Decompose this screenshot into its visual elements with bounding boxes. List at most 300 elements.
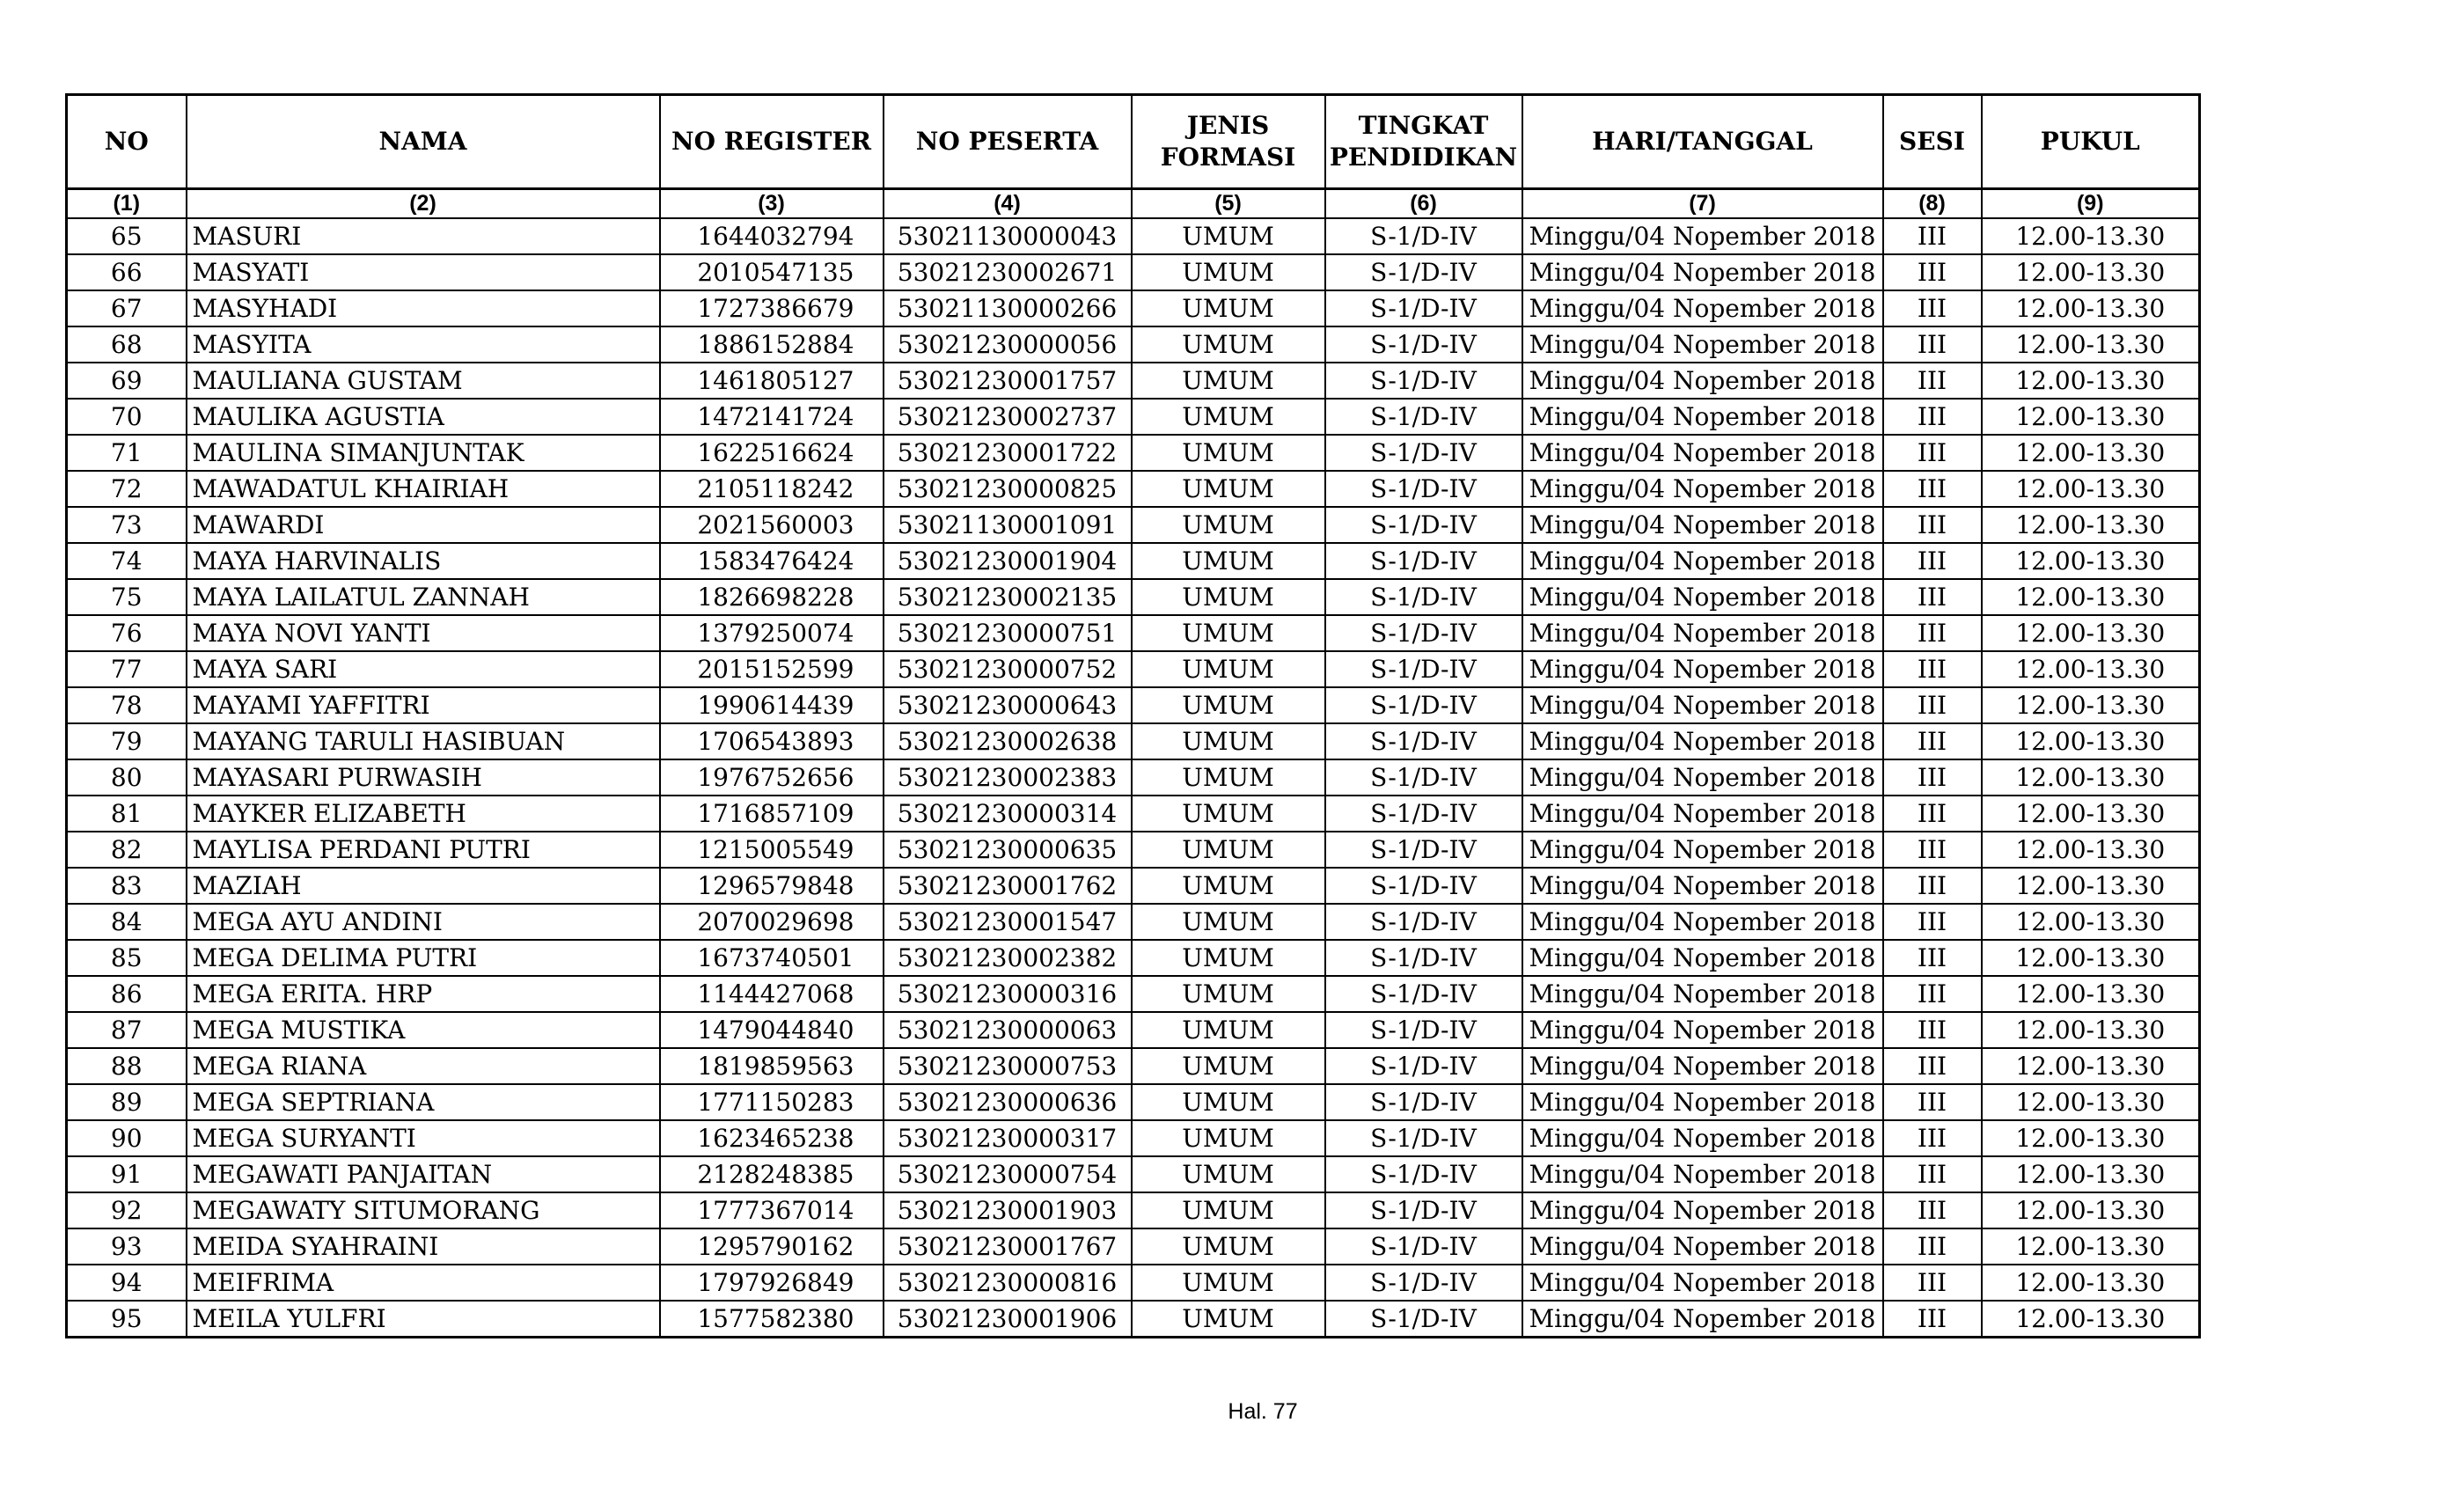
table-row bbox=[67, 435, 2200, 471]
cell-pukul: 12.00-13.30 bbox=[1982, 832, 2200, 868]
header-text: NO PESERTA bbox=[915, 127, 1099, 156]
cell-tingkat-pendidikan: S-1/D-IV bbox=[1325, 218, 1522, 254]
cell-no-peserta: 53021230002135 bbox=[884, 579, 1132, 615]
cell-tingkat-pendidikan: S-1/D-IV bbox=[1325, 723, 1522, 759]
cell-tingkat-pendidikan: S-1/D-IV bbox=[1325, 507, 1522, 543]
cell-sesi: III bbox=[1883, 363, 1982, 399]
cell-nama: MEIDA SYAHRAINI bbox=[187, 1228, 660, 1265]
cell-no-peserta: 53021230000314 bbox=[884, 796, 1132, 832]
header-text: PUKUL bbox=[2040, 127, 2140, 156]
cell-no: 90 bbox=[67, 1120, 187, 1156]
cell-no-register: 1797926849 bbox=[660, 1265, 884, 1301]
table-row bbox=[67, 1192, 2200, 1228]
cell-tingkat-pendidikan: S-1/D-IV bbox=[1325, 543, 1522, 579]
header-row bbox=[67, 95, 2200, 189]
cell-no: 71 bbox=[67, 435, 187, 471]
cell-hari-tanggal: Minggu/04 Nopember 2018 bbox=[1522, 832, 1883, 868]
cell-jenis-formasi: UMUM bbox=[1132, 290, 1325, 326]
cell-tingkat-pendidikan: S-1/D-IV bbox=[1325, 868, 1522, 904]
cell-no-peserta: 53021230001906 bbox=[884, 1301, 1132, 1338]
header-hari-tanggal bbox=[1522, 95, 1883, 189]
cell-tingkat-pendidikan: S-1/D-IV bbox=[1325, 290, 1522, 326]
cell-no-peserta: 53021130001091 bbox=[884, 507, 1132, 543]
cell-hari-tanggal: Minggu/04 Nopember 2018 bbox=[1522, 687, 1883, 723]
table-row bbox=[67, 1301, 2200, 1338]
cell-no-register: 1379250074 bbox=[660, 615, 884, 651]
cell-pukul: 12.00-13.30 bbox=[1982, 723, 2200, 759]
cell-jenis-formasi: UMUM bbox=[1132, 904, 1325, 940]
cell-no: 93 bbox=[67, 1228, 187, 1265]
cell-jenis-formasi: UMUM bbox=[1132, 759, 1325, 796]
cell-tingkat-pendidikan: S-1/D-IV bbox=[1325, 832, 1522, 868]
cell-no-peserta: 53021230001767 bbox=[884, 1228, 1132, 1265]
cell-no: 74 bbox=[67, 543, 187, 579]
cell-jenis-formasi: UMUM bbox=[1132, 868, 1325, 904]
cell-jenis-formasi: UMUM bbox=[1132, 796, 1325, 832]
cell-nama: MAZIAH bbox=[187, 868, 660, 904]
cell-no-peserta: 53021230002737 bbox=[884, 399, 1132, 435]
cell-no-peserta: 53021230002383 bbox=[884, 759, 1132, 796]
cell-no: 68 bbox=[67, 326, 187, 363]
cell-pukul: 12.00-13.30 bbox=[1982, 218, 2200, 254]
cell-tingkat-pendidikan: S-1/D-IV bbox=[1325, 363, 1522, 399]
cell-tingkat-pendidikan: S-1/D-IV bbox=[1325, 796, 1522, 832]
cell-sesi: III bbox=[1883, 254, 1982, 290]
cell-sesi: III bbox=[1883, 651, 1982, 687]
cell-sesi: III bbox=[1883, 1228, 1982, 1265]
cell-pukul: 12.00-13.30 bbox=[1982, 399, 2200, 435]
cell-tingkat-pendidikan: S-1/D-IV bbox=[1325, 651, 1522, 687]
cell-hari-tanggal: Minggu/04 Nopember 2018 bbox=[1522, 976, 1883, 1012]
cell-pukul: 12.00-13.30 bbox=[1982, 796, 2200, 832]
header-jenis-formasi bbox=[1132, 95, 1325, 189]
page-number: Hal. 77 bbox=[1228, 1399, 1298, 1424]
cell-pukul: 12.00-13.30 bbox=[1982, 326, 2200, 363]
header-tingkat-pendidikan bbox=[1325, 95, 1522, 189]
cell-jenis-formasi: UMUM bbox=[1132, 723, 1325, 759]
cell-sesi: III bbox=[1883, 1301, 1982, 1338]
cell-jenis-formasi: UMUM bbox=[1132, 507, 1325, 543]
cell-jenis-formasi: UMUM bbox=[1132, 1012, 1325, 1048]
column-number: (7) bbox=[1522, 189, 1883, 219]
cell-hari-tanggal: Minggu/04 Nopember 2018 bbox=[1522, 723, 1883, 759]
cell-no-register: 1296579848 bbox=[660, 868, 884, 904]
cell-hari-tanggal: Minggu/04 Nopember 2018 bbox=[1522, 435, 1883, 471]
cell-tingkat-pendidikan: S-1/D-IV bbox=[1325, 940, 1522, 976]
cell-jenis-formasi: UMUM bbox=[1132, 254, 1325, 290]
header-text: HARI/TANGGAL bbox=[1592, 127, 1813, 156]
cell-no-register: 1644032794 bbox=[660, 218, 884, 254]
cell-pukul: 12.00-13.30 bbox=[1982, 435, 2200, 471]
cell-pukul: 12.00-13.30 bbox=[1982, 363, 2200, 399]
cell-no-peserta: 53021230000754 bbox=[884, 1156, 1132, 1192]
column-number: (5) bbox=[1132, 189, 1325, 219]
cell-no-peserta: 53021230000317 bbox=[884, 1120, 1132, 1156]
table-row bbox=[67, 904, 2200, 940]
header-text: TINGKAT bbox=[1358, 111, 1489, 140]
table-row bbox=[67, 399, 2200, 435]
cell-hari-tanggal: Minggu/04 Nopember 2018 bbox=[1522, 399, 1883, 435]
cell-jenis-formasi: UMUM bbox=[1132, 326, 1325, 363]
cell-sesi: III bbox=[1883, 976, 1982, 1012]
cell-nama: MEGA MUSTIKA bbox=[187, 1012, 660, 1048]
header-text: NO bbox=[104, 127, 149, 156]
cell-pukul: 12.00-13.30 bbox=[1982, 868, 2200, 904]
cell-no: 80 bbox=[67, 759, 187, 796]
cell-hari-tanggal: Minggu/04 Nopember 2018 bbox=[1522, 1301, 1883, 1338]
cell-no: 70 bbox=[67, 399, 187, 435]
cell-jenis-formasi: UMUM bbox=[1132, 651, 1325, 687]
cell-jenis-formasi: UMUM bbox=[1132, 940, 1325, 976]
cell-no-register: 1461805127 bbox=[660, 363, 884, 399]
cell-sesi: III bbox=[1883, 1084, 1982, 1120]
cell-no-register: 1826698228 bbox=[660, 579, 884, 615]
table-row bbox=[67, 1048, 2200, 1084]
cell-no-peserta: 53021130000266 bbox=[884, 290, 1132, 326]
cell-nama: MAYAMI YAFFITRI bbox=[187, 687, 660, 723]
cell-no-register: 1819859563 bbox=[660, 1048, 884, 1084]
cell-no-register: 1976752656 bbox=[660, 759, 884, 796]
cell-no-register: 1583476424 bbox=[660, 543, 884, 579]
cell-nama: MAULIANA GUSTAM bbox=[187, 363, 660, 399]
cell-nama: MAULIKA AGUSTIA bbox=[187, 399, 660, 435]
cell-nama: MAWARDI bbox=[187, 507, 660, 543]
cell-sesi: III bbox=[1883, 579, 1982, 615]
column-number-row bbox=[67, 189, 2200, 219]
cell-nama: MAYA HARVINALIS bbox=[187, 543, 660, 579]
cell-pukul: 12.00-13.30 bbox=[1982, 1048, 2200, 1084]
cell-no-register: 1777367014 bbox=[660, 1192, 884, 1228]
cell-tingkat-pendidikan: S-1/D-IV bbox=[1325, 1012, 1522, 1048]
cell-no: 79 bbox=[67, 723, 187, 759]
cell-hari-tanggal: Minggu/04 Nopember 2018 bbox=[1522, 543, 1883, 579]
cell-tingkat-pendidikan: S-1/D-IV bbox=[1325, 326, 1522, 363]
cell-no-peserta: 53021230000636 bbox=[884, 1084, 1132, 1120]
header-text: SESI bbox=[1899, 127, 1965, 156]
cell-jenis-formasi: UMUM bbox=[1132, 363, 1325, 399]
header-nama bbox=[187, 95, 660, 189]
cell-no: 88 bbox=[67, 1048, 187, 1084]
header-text: PENDIDIKAN bbox=[1329, 143, 1518, 172]
cell-no-register: 1215005549 bbox=[660, 832, 884, 868]
cell-no: 83 bbox=[67, 868, 187, 904]
cell-pukul: 12.00-13.30 bbox=[1982, 1192, 2200, 1228]
table-row bbox=[67, 1228, 2200, 1265]
header-sesi bbox=[1883, 95, 1982, 189]
cell-jenis-formasi: UMUM bbox=[1132, 1301, 1325, 1338]
cell-jenis-formasi: UMUM bbox=[1132, 687, 1325, 723]
cell-sesi: III bbox=[1883, 904, 1982, 940]
cell-no-register: 1479044840 bbox=[660, 1012, 884, 1048]
cell-nama: MASYHADI bbox=[187, 290, 660, 326]
cell-pukul: 12.00-13.30 bbox=[1982, 651, 2200, 687]
cell-tingkat-pendidikan: S-1/D-IV bbox=[1325, 1192, 1522, 1228]
cell-no-register: 1623465238 bbox=[660, 1120, 884, 1156]
cell-no: 89 bbox=[67, 1084, 187, 1120]
cell-tingkat-pendidikan: S-1/D-IV bbox=[1325, 254, 1522, 290]
cell-hari-tanggal: Minggu/04 Nopember 2018 bbox=[1522, 1120, 1883, 1156]
cell-pukul: 12.00-13.30 bbox=[1982, 1228, 2200, 1265]
cell-no: 69 bbox=[67, 363, 187, 399]
table-row bbox=[67, 543, 2200, 579]
table-row bbox=[67, 1084, 2200, 1120]
cell-hari-tanggal: Minggu/04 Nopember 2018 bbox=[1522, 615, 1883, 651]
cell-nama: MASYATI bbox=[187, 254, 660, 290]
cell-nama: MEGAWATY SITUMORANG bbox=[187, 1192, 660, 1228]
cell-sesi: III bbox=[1883, 290, 1982, 326]
cell-no: 78 bbox=[67, 687, 187, 723]
column-number: (9) bbox=[1982, 189, 2200, 219]
cell-pukul: 12.00-13.30 bbox=[1982, 759, 2200, 796]
cell-hari-tanggal: Minggu/04 Nopember 2018 bbox=[1522, 507, 1883, 543]
cell-sesi: III bbox=[1883, 796, 1982, 832]
cell-no-register: 2105118242 bbox=[660, 471, 884, 507]
cell-no-register: 1771150283 bbox=[660, 1084, 884, 1120]
cell-nama: MAWADATUL KHAIRIAH bbox=[187, 471, 660, 507]
header-pukul bbox=[1982, 95, 2200, 189]
cell-sesi: III bbox=[1883, 687, 1982, 723]
cell-sesi: III bbox=[1883, 723, 1982, 759]
cell-no: 86 bbox=[67, 976, 187, 1012]
cell-sesi: III bbox=[1883, 326, 1982, 363]
cell-no-register: 1886152884 bbox=[660, 326, 884, 363]
cell-pukul: 12.00-13.30 bbox=[1982, 940, 2200, 976]
table-row bbox=[67, 254, 2200, 290]
cell-jenis-formasi: UMUM bbox=[1132, 1156, 1325, 1192]
cell-hari-tanggal: Minggu/04 Nopember 2018 bbox=[1522, 1228, 1883, 1265]
column-number: (6) bbox=[1325, 189, 1522, 219]
cell-tingkat-pendidikan: S-1/D-IV bbox=[1325, 904, 1522, 940]
cell-no-register: 1622516624 bbox=[660, 435, 884, 471]
cell-no-register: 1295790162 bbox=[660, 1228, 884, 1265]
cell-jenis-formasi: UMUM bbox=[1132, 1192, 1325, 1228]
cell-jenis-formasi: UMUM bbox=[1132, 832, 1325, 868]
table-row bbox=[67, 832, 2200, 868]
table-row bbox=[67, 759, 2200, 796]
table-body bbox=[67, 218, 2200, 1338]
cell-nama: MEGA ERITA. HRP bbox=[187, 976, 660, 1012]
table-row bbox=[67, 507, 2200, 543]
table-row bbox=[67, 1012, 2200, 1048]
cell-no: 82 bbox=[67, 832, 187, 868]
cell-sesi: III bbox=[1883, 218, 1982, 254]
cell-hari-tanggal: Minggu/04 Nopember 2018 bbox=[1522, 1265, 1883, 1301]
cell-pukul: 12.00-13.30 bbox=[1982, 904, 2200, 940]
cell-hari-tanggal: Minggu/04 Nopember 2018 bbox=[1522, 940, 1883, 976]
header-no bbox=[67, 95, 187, 189]
cell-hari-tanggal: Minggu/04 Nopember 2018 bbox=[1522, 868, 1883, 904]
cell-tingkat-pendidikan: S-1/D-IV bbox=[1325, 976, 1522, 1012]
cell-tingkat-pendidikan: S-1/D-IV bbox=[1325, 615, 1522, 651]
cell-jenis-formasi: UMUM bbox=[1132, 1048, 1325, 1084]
cell-no: 73 bbox=[67, 507, 187, 543]
cell-nama: MEGA SEPTRIANA bbox=[187, 1084, 660, 1120]
participant-table bbox=[65, 93, 2201, 1338]
cell-hari-tanggal: Minggu/04 Nopember 2018 bbox=[1522, 290, 1883, 326]
cell-no-register: 1990614439 bbox=[660, 687, 884, 723]
header-no-peserta bbox=[884, 95, 1132, 189]
cell-hari-tanggal: Minggu/04 Nopember 2018 bbox=[1522, 254, 1883, 290]
header-text: NO REGISTER bbox=[671, 127, 872, 156]
cell-no-peserta: 53021130000043 bbox=[884, 218, 1132, 254]
cell-sesi: III bbox=[1883, 1265, 1982, 1301]
cell-hari-tanggal: Minggu/04 Nopember 2018 bbox=[1522, 651, 1883, 687]
cell-no-register: 2010547135 bbox=[660, 254, 884, 290]
cell-tingkat-pendidikan: S-1/D-IV bbox=[1325, 1120, 1522, 1156]
cell-hari-tanggal: Minggu/04 Nopember 2018 bbox=[1522, 1084, 1883, 1120]
cell-sesi: III bbox=[1883, 868, 1982, 904]
table-row bbox=[67, 940, 2200, 976]
cell-tingkat-pendidikan: S-1/D-IV bbox=[1325, 1228, 1522, 1265]
table-row bbox=[67, 218, 2200, 254]
cell-no: 77 bbox=[67, 651, 187, 687]
cell-nama: MASURI bbox=[187, 218, 660, 254]
cell-tingkat-pendidikan: S-1/D-IV bbox=[1325, 1048, 1522, 1084]
cell-pukul: 12.00-13.30 bbox=[1982, 1301, 2200, 1338]
cell-no-peserta: 53021230000316 bbox=[884, 976, 1132, 1012]
cell-pukul: 12.00-13.30 bbox=[1982, 1156, 2200, 1192]
cell-nama: MAYLISA PERDANI PUTRI bbox=[187, 832, 660, 868]
cell-hari-tanggal: Minggu/04 Nopember 2018 bbox=[1522, 1192, 1883, 1228]
cell-no-peserta: 53021230000635 bbox=[884, 832, 1132, 868]
cell-pukul: 12.00-13.30 bbox=[1982, 1265, 2200, 1301]
cell-no-peserta: 53021230000056 bbox=[884, 326, 1132, 363]
column-number: (1) bbox=[67, 189, 187, 219]
cell-no-register: 1727386679 bbox=[660, 290, 884, 326]
cell-no-register: 2070029698 bbox=[660, 904, 884, 940]
table-row bbox=[67, 796, 2200, 832]
cell-hari-tanggal: Minggu/04 Nopember 2018 bbox=[1522, 904, 1883, 940]
cell-jenis-formasi: UMUM bbox=[1132, 399, 1325, 435]
table-row bbox=[67, 723, 2200, 759]
table-row bbox=[67, 976, 2200, 1012]
table-row bbox=[67, 1120, 2200, 1156]
cell-hari-tanggal: Minggu/04 Nopember 2018 bbox=[1522, 218, 1883, 254]
cell-no-peserta: 53021230001722 bbox=[884, 435, 1132, 471]
cell-no: 81 bbox=[67, 796, 187, 832]
cell-sesi: III bbox=[1883, 1012, 1982, 1048]
cell-no: 87 bbox=[67, 1012, 187, 1048]
cell-jenis-formasi: UMUM bbox=[1132, 435, 1325, 471]
cell-pukul: 12.00-13.30 bbox=[1982, 687, 2200, 723]
cell-tingkat-pendidikan: S-1/D-IV bbox=[1325, 1301, 1522, 1338]
cell-no: 75 bbox=[67, 579, 187, 615]
cell-no-peserta: 53021230001757 bbox=[884, 363, 1132, 399]
cell-tingkat-pendidikan: S-1/D-IV bbox=[1325, 1084, 1522, 1120]
cell-jenis-formasi: UMUM bbox=[1132, 1265, 1325, 1301]
table-row bbox=[67, 290, 2200, 326]
cell-no-peserta: 53021230000825 bbox=[884, 471, 1132, 507]
cell-sesi: III bbox=[1883, 1048, 1982, 1084]
cell-no-register: 1472141724 bbox=[660, 399, 884, 435]
cell-no: 72 bbox=[67, 471, 187, 507]
cell-jenis-formasi: UMUM bbox=[1132, 976, 1325, 1012]
cell-nama: MEIFRIMA bbox=[187, 1265, 660, 1301]
cell-no: 92 bbox=[67, 1192, 187, 1228]
table-row bbox=[67, 868, 2200, 904]
cell-sesi: III bbox=[1883, 1192, 1982, 1228]
cell-no: 85 bbox=[67, 940, 187, 976]
cell-nama: MEGA AYU ANDINI bbox=[187, 904, 660, 940]
cell-sesi: III bbox=[1883, 615, 1982, 651]
cell-pukul: 12.00-13.30 bbox=[1982, 471, 2200, 507]
cell-jenis-formasi: UMUM bbox=[1132, 543, 1325, 579]
cell-no-peserta: 53021230000816 bbox=[884, 1265, 1132, 1301]
cell-pukul: 12.00-13.30 bbox=[1982, 507, 2200, 543]
cell-no: 84 bbox=[67, 904, 187, 940]
cell-pukul: 12.00-13.30 bbox=[1982, 615, 2200, 651]
cell-no-peserta: 53021230001762 bbox=[884, 868, 1132, 904]
cell-jenis-formasi: UMUM bbox=[1132, 1228, 1325, 1265]
cell-hari-tanggal: Minggu/04 Nopember 2018 bbox=[1522, 796, 1883, 832]
cell-tingkat-pendidikan: S-1/D-IV bbox=[1325, 399, 1522, 435]
cell-nama: MASYITA bbox=[187, 326, 660, 363]
cell-no-register: 1706543893 bbox=[660, 723, 884, 759]
cell-no: 91 bbox=[67, 1156, 187, 1192]
cell-no-peserta: 53021230002671 bbox=[884, 254, 1132, 290]
cell-no-register: 1673740501 bbox=[660, 940, 884, 976]
table-row bbox=[67, 471, 2200, 507]
cell-pukul: 12.00-13.30 bbox=[1982, 1012, 2200, 1048]
cell-no-peserta: 53021230000752 bbox=[884, 651, 1132, 687]
table-row bbox=[67, 687, 2200, 723]
cell-no-register: 1716857109 bbox=[660, 796, 884, 832]
table-row bbox=[67, 1156, 2200, 1192]
cell-no-register: 2015152599 bbox=[660, 651, 884, 687]
cell-tingkat-pendidikan: S-1/D-IV bbox=[1325, 687, 1522, 723]
cell-tingkat-pendidikan: S-1/D-IV bbox=[1325, 471, 1522, 507]
cell-pukul: 12.00-13.30 bbox=[1982, 1120, 2200, 1156]
cell-no-peserta: 53021230000753 bbox=[884, 1048, 1132, 1084]
cell-nama: MEILA YULFRI bbox=[187, 1301, 660, 1338]
column-number: (3) bbox=[660, 189, 884, 219]
cell-no: 65 bbox=[67, 218, 187, 254]
cell-tingkat-pendidikan: S-1/D-IV bbox=[1325, 435, 1522, 471]
cell-sesi: III bbox=[1883, 399, 1982, 435]
cell-no: 94 bbox=[67, 1265, 187, 1301]
cell-jenis-formasi: UMUM bbox=[1132, 1084, 1325, 1120]
column-number: (4) bbox=[884, 189, 1132, 219]
cell-no: 66 bbox=[67, 254, 187, 290]
cell-jenis-formasi: UMUM bbox=[1132, 218, 1325, 254]
cell-nama: MAYA SARI bbox=[187, 651, 660, 687]
cell-no-register: 2021560003 bbox=[660, 507, 884, 543]
cell-sesi: III bbox=[1883, 940, 1982, 976]
cell-jenis-formasi: UMUM bbox=[1132, 471, 1325, 507]
cell-sesi: III bbox=[1883, 759, 1982, 796]
header-text: JENIS bbox=[1186, 111, 1270, 140]
cell-nama: MAULINA SIMANJUNTAK bbox=[187, 435, 660, 471]
cell-no-peserta: 53021230000751 bbox=[884, 615, 1132, 651]
cell-tingkat-pendidikan: S-1/D-IV bbox=[1325, 579, 1522, 615]
cell-sesi: III bbox=[1883, 435, 1982, 471]
cell-no-peserta: 53021230000643 bbox=[884, 687, 1132, 723]
cell-pukul: 12.00-13.30 bbox=[1982, 1084, 2200, 1120]
table-row bbox=[67, 579, 2200, 615]
column-number: (2) bbox=[187, 189, 660, 219]
table-row bbox=[67, 615, 2200, 651]
cell-hari-tanggal: Minggu/04 Nopember 2018 bbox=[1522, 579, 1883, 615]
table-row bbox=[67, 1265, 2200, 1301]
cell-jenis-formasi: UMUM bbox=[1132, 1120, 1325, 1156]
cell-sesi: III bbox=[1883, 832, 1982, 868]
cell-tingkat-pendidikan: S-1/D-IV bbox=[1325, 759, 1522, 796]
cell-hari-tanggal: Minggu/04 Nopember 2018 bbox=[1522, 1156, 1883, 1192]
cell-hari-tanggal: Minggu/04 Nopember 2018 bbox=[1522, 759, 1883, 796]
cell-nama: MEGA SURYANTI bbox=[187, 1120, 660, 1156]
cell-nama: MEGA DELIMA PUTRI bbox=[187, 940, 660, 976]
cell-no: 95 bbox=[67, 1301, 187, 1338]
